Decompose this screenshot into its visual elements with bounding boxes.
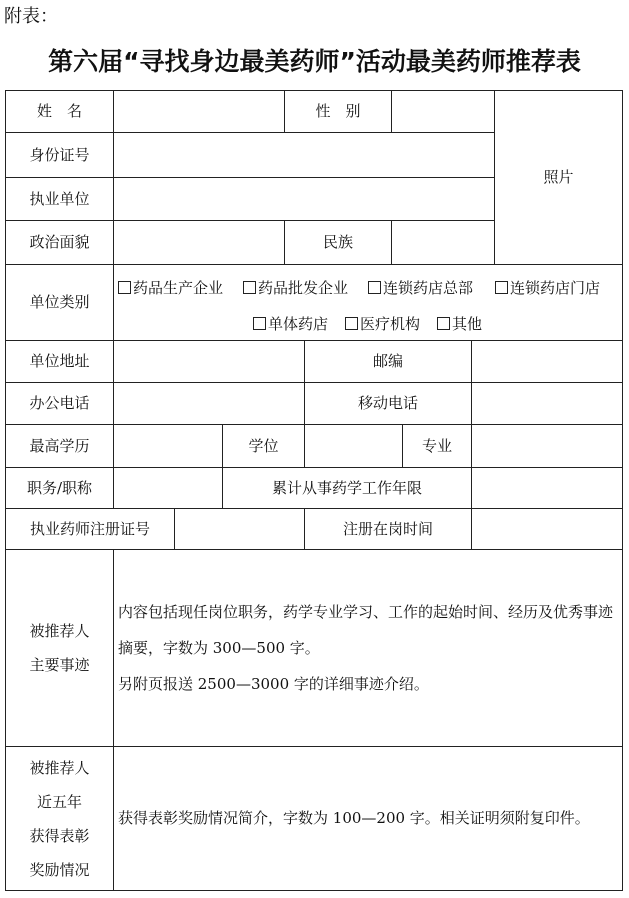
id-field[interactable]: [114, 133, 494, 177]
address-label: 单位地址: [29, 352, 90, 371]
unit-type-option[interactable]: [243, 277, 348, 298]
checkbox-icon: [345, 317, 358, 330]
mobile-label: 移动电话: [357, 394, 418, 413]
checkbox-icon: [437, 317, 450, 330]
license-field[interactable]: [175, 509, 304, 549]
gender-field[interactable]: [392, 91, 494, 132]
unit-type-option[interactable]: [495, 277, 600, 298]
awards-area[interactable]: [118, 747, 618, 890]
office-phone-field[interactable]: [114, 383, 304, 424]
years-label: 累计从事药学工作年限: [271, 478, 422, 497]
deeds-text-2: 另附页报送 2500—3000 字的详细事迹介绍。: [118, 675, 429, 693]
page-title: 第六届“寻找身边最美药师”活动最美药师推荐表: [48, 47, 581, 76]
id-label: 身份证号: [29, 145, 90, 164]
unit-type-option[interactable]: [437, 313, 482, 334]
deeds-label: 被推荐人 主要事迹: [29, 622, 90, 674]
postcode-label: 邮编: [372, 352, 403, 371]
checkbox-icon: [253, 317, 266, 330]
gender-label: 性 别: [315, 102, 361, 121]
checkbox-icon: [495, 281, 508, 294]
option-label: 连锁药店总部: [383, 279, 474, 297]
unit-type-option[interactable]: [368, 277, 473, 298]
photo-area[interactable]: 照片: [543, 168, 574, 187]
option-label: 药品批发企业: [258, 279, 349, 297]
registration-time-label: 注册在岗时间: [342, 519, 433, 538]
employer-label: 执业单位: [29, 189, 90, 208]
registration-time-field[interactable]: [472, 509, 622, 549]
ethnicity-field[interactable]: [392, 221, 494, 264]
option-label: 药品生产企业: [133, 279, 224, 297]
deeds-instructions: [118, 594, 618, 702]
awards-label: 被推荐人 近五年 获得表彰 奖励情况: [29, 758, 90, 879]
position-field[interactable]: [114, 468, 222, 508]
appendix-label: 附表：: [4, 6, 58, 27]
political-status-label: 政治面貌: [29, 233, 90, 252]
name-label: 姓 名: [36, 102, 82, 121]
checkbox-icon: [368, 281, 381, 294]
mobile-field[interactable]: [472, 383, 622, 424]
option-label: 连锁药店门店: [510, 279, 601, 297]
employer-field[interactable]: [114, 178, 494, 220]
checkbox-icon: [118, 281, 131, 294]
years-field[interactable]: [472, 468, 622, 508]
checkbox-icon: [243, 281, 256, 294]
major-label: 专业: [421, 436, 452, 455]
postcode-field[interactable]: [472, 341, 622, 382]
office-phone-label: 办公电话: [29, 394, 90, 413]
summary-column-divider: [113, 549, 114, 890]
option-label: 医疗机构: [360, 315, 421, 333]
political-status-field[interactable]: [114, 221, 284, 264]
table-border-right: [622, 90, 623, 890]
license-label: 执业药师注册证号: [29, 519, 150, 538]
name-field[interactable]: [114, 91, 284, 132]
table-border-bottom: [5, 890, 623, 891]
education-field[interactable]: [114, 425, 222, 467]
option-label: 其他: [452, 315, 483, 333]
awards-text: 获得表彰奖励情况简介，字数为 100—200 字。相关证明须附复印件。: [118, 809, 590, 828]
ethnicity-label: 民族: [322, 233, 353, 252]
major-field[interactable]: [472, 425, 622, 467]
unit-type-label: 单位类别: [29, 293, 90, 312]
unit-type-option[interactable]: [253, 313, 328, 334]
address-field[interactable]: [114, 341, 304, 382]
deeds-text-1: 内容包括现任岗位职务，药学专业学习、工作的起始时间、经历及优秀事迹摘要，字数为 300—500 字。: [118, 603, 614, 657]
unit-type-option[interactable]: [345, 313, 420, 334]
degree-field[interactable]: [305, 425, 402, 467]
education-label: 最高学历: [29, 436, 90, 455]
unit-type-option[interactable]: [118, 277, 223, 298]
deeds-area[interactable]: [118, 550, 618, 746]
degree-label: 学位: [248, 436, 279, 455]
option-label: 单体药店: [268, 315, 329, 333]
position-label: 职务/职称: [26, 478, 93, 497]
